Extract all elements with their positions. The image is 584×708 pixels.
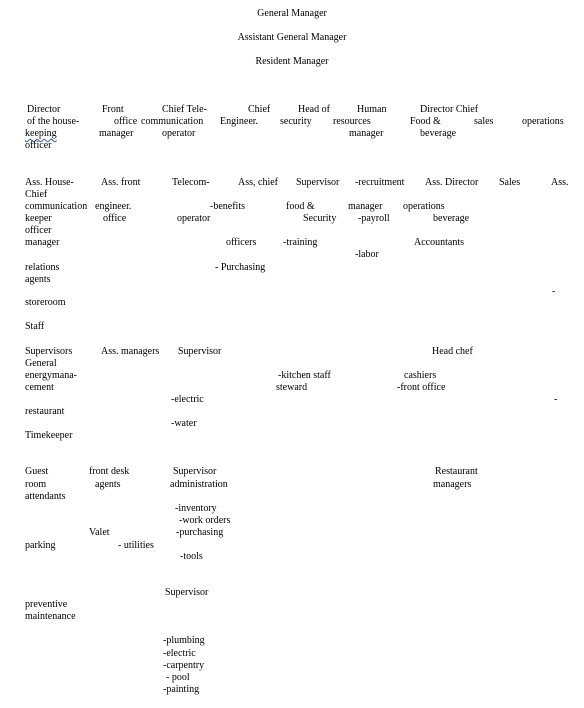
security-label-2: Security	[303, 213, 337, 224]
engineer-label-2: engineer.	[95, 201, 132, 212]
attendants-label: attendants	[25, 491, 66, 502]
supervisor-label: Supervisor	[178, 346, 222, 357]
managers-label: managers	[433, 479, 472, 490]
communication-label: communication	[141, 116, 204, 127]
engineer-label: Engineer.	[220, 116, 259, 127]
restaurant-label: restaurant	[25, 406, 65, 417]
dash-label-2: -	[554, 394, 558, 405]
assistant-general-manager-title: Assistant General Manager	[237, 32, 347, 43]
officers-label: officers	[226, 237, 257, 248]
maintenance-label: maintenance	[25, 611, 76, 622]
telecom-operator-label: Telecom-	[172, 177, 210, 188]
preventive-label: preventive	[25, 599, 68, 610]
hr-manager-label: manager	[349, 128, 384, 139]
ass-label: Ass.	[551, 177, 569, 188]
office-label: office	[114, 116, 138, 127]
storeroom-label: storeroom	[25, 297, 66, 308]
head-chef-label: Head chef	[432, 346, 473, 357]
operator-label: operator	[162, 128, 196, 139]
chief-engineer-label: Chief	[248, 104, 271, 115]
keeping-label: keeping	[25, 128, 57, 139]
food-label: Food &	[410, 116, 441, 127]
ass-front-office-label: Ass. front	[101, 177, 141, 188]
office-label-2: office	[103, 213, 127, 224]
restaurant-managers-label: Restaurant	[435, 466, 478, 477]
relations-label: relations	[25, 262, 60, 273]
timekeeper-label: Timekeeper	[25, 430, 73, 441]
security-supervisor-label: Supervisor	[296, 177, 340, 188]
admin-supervisor-label: Supervisor	[173, 466, 217, 477]
manager-label-3: manager	[348, 201, 383, 212]
plumbing-label: -plumbing	[163, 635, 205, 646]
officer-label: officer	[25, 140, 52, 151]
kitchen-staff-label: -kitchen staff	[278, 370, 331, 381]
administration-label: administration	[170, 479, 228, 490]
steward-label: steward	[276, 382, 308, 393]
agents-label: agents	[25, 274, 51, 285]
parking-label: parking	[25, 540, 56, 551]
maintenance-supervisor-label: Supervisor	[165, 587, 209, 598]
resident-manager-title: Resident Manager	[255, 56, 329, 67]
training-label: -training	[283, 237, 318, 248]
payroll-label: -payroll	[358, 213, 390, 224]
general-manager-title: General Manager	[257, 8, 327, 19]
energymana-label: energymana-	[25, 370, 78, 381]
manager-label: manager	[99, 128, 134, 139]
officer-label-2: officer	[25, 225, 52, 236]
supervisors-label: Supervisors	[25, 346, 73, 357]
pool-label: - pool	[166, 672, 190, 683]
dash-label: -	[552, 286, 556, 297]
keeper-label: keeper	[25, 213, 52, 224]
resources-label: resources	[333, 116, 371, 127]
cashiers-label: cashiers	[404, 370, 437, 381]
inventory-label: -inventory	[175, 503, 217, 514]
beverage-label: beverage	[420, 128, 457, 139]
chief-label: Chief	[25, 189, 48, 200]
cement-label: cement	[25, 382, 54, 393]
operations-label-2: operations	[403, 201, 445, 212]
operations-label: operations	[522, 116, 564, 127]
security-label: security	[280, 116, 312, 127]
human-resources-label: Human	[357, 104, 387, 115]
recruitment-label: -recruitment	[355, 177, 405, 188]
director-chief-label: Director Chief	[420, 104, 479, 115]
chief-telecommunication-label: Chief Tele-	[162, 104, 207, 115]
purchasing-label: - Purchasing	[215, 262, 266, 273]
front-desk-label: front desk	[89, 466, 130, 477]
ass-chief-engineer-label: Ass, chief	[238, 177, 278, 188]
ass-managers-label: Ass. managers	[101, 346, 160, 357]
front-office-label: -front office	[397, 382, 446, 393]
communication-label-2: communication	[25, 201, 88, 212]
front-desk-agents-label: agents	[95, 479, 121, 490]
electric-label: -electric	[171, 394, 204, 405]
work-orders-label: -work orders	[179, 515, 231, 526]
ass-director-label: Ass. Director	[425, 177, 479, 188]
electric-label-2: -electric	[163, 648, 196, 659]
benefits-label: -benefits	[210, 201, 245, 212]
sales-label: sales	[474, 116, 494, 127]
general-label: General	[25, 358, 57, 369]
food-label-2: food &	[286, 201, 315, 212]
labor-label: -labor	[355, 249, 379, 260]
guest-label: Guest	[25, 466, 49, 477]
tools-label: -tools	[180, 551, 203, 562]
manager-label-2: manager	[25, 237, 60, 248]
painting-label: -painting	[163, 684, 200, 695]
operator-label-2: operator	[177, 213, 211, 224]
accountants-label: Accountants	[414, 237, 464, 248]
purchasing-label-2: -purchasing	[176, 527, 224, 538]
of-the-house-label: of the house-	[27, 116, 80, 127]
ass-housekeeper-label: Ass. House-	[25, 177, 74, 188]
room-label: room	[25, 479, 47, 490]
valet-label: Valet	[89, 527, 110, 538]
front-office-manager-label: Front	[102, 104, 124, 115]
director-housekeeping-label: Director	[27, 104, 61, 115]
utilities-label: - utilities	[118, 540, 154, 551]
sales-label-2: Sales	[499, 177, 521, 188]
carpentry-label: -carpentry	[163, 660, 205, 671]
water-label: -water	[171, 418, 197, 429]
beverage-label-2: beverage	[433, 213, 470, 224]
staff-label: Staff	[25, 321, 45, 332]
head-of-security-label: Head of	[298, 104, 330, 115]
